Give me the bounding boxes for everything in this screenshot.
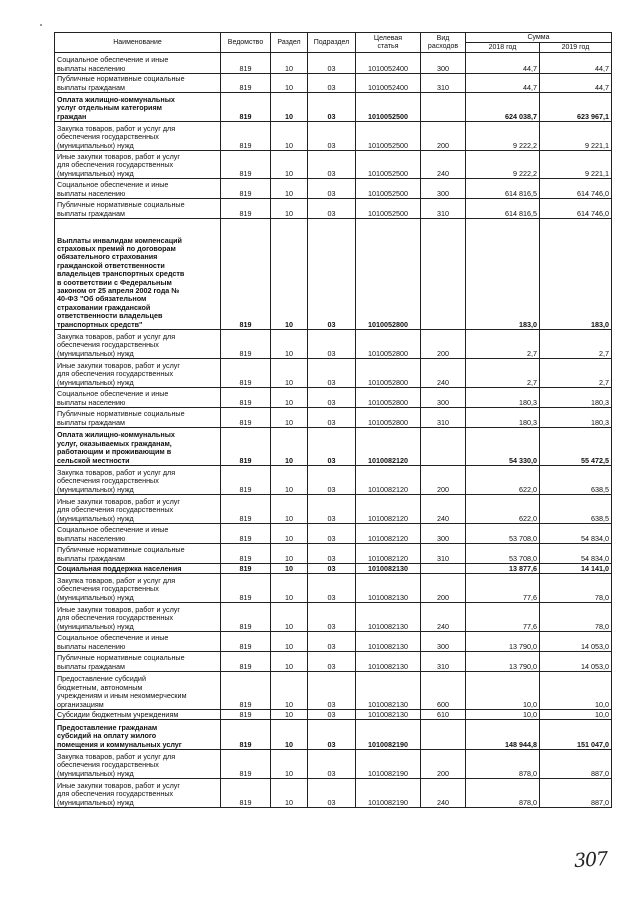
row-department-cell: 819	[221, 408, 271, 428]
row-department-cell: 819	[221, 710, 271, 720]
scan-dust-mark	[40, 24, 42, 26]
table-row	[55, 652, 612, 672]
row-section-cell: 10	[271, 74, 308, 93]
row-department-cell: 819	[221, 388, 271, 408]
row-sum-2018-cell: 2,7	[466, 330, 540, 359]
table-row	[55, 574, 612, 603]
row-sum-2019-cell: 887,0	[540, 779, 612, 808]
row-target-cell: 1010052500	[356, 199, 421, 219]
row-sum-2019-cell: 2,7	[540, 359, 612, 388]
row-name-cell: Публичные нормативные социальные выплаты гражданам	[55, 199, 221, 219]
row-name-cell: Оплата жилищно-коммунальных услуг, оказываемых гражданам, работающим и проживающим в сельской местности	[55, 428, 221, 466]
row-name-cell: Социальное обеспечение и иные выплаты населению	[55, 53, 221, 74]
row-subsection-cell: 03	[308, 603, 356, 632]
row-name-cell: Публичные нормативные социальные выплаты гражданам	[55, 74, 221, 93]
row-expense-type-cell: 310	[421, 652, 466, 672]
row-expense-type-cell: 200	[421, 466, 466, 495]
row-sum-2018-cell: 614 816,5	[466, 199, 540, 219]
row-subsection-cell: 03	[308, 388, 356, 408]
row-expense-type-cell: 310	[421, 199, 466, 219]
row-sum-2018-cell: 9 222,2	[466, 151, 540, 179]
row-department-cell: 819	[221, 359, 271, 388]
row-section-cell: 10	[271, 122, 308, 151]
row-expense-type-cell	[421, 428, 466, 466]
row-name-cell: Иные закупки товаров, работ и услуг для обеспечения государственных (муниципальных) нужд	[55, 495, 221, 524]
row-department-cell: 819	[221, 564, 271, 574]
row-target-cell: 1010082120	[356, 524, 421, 544]
table-row	[55, 388, 612, 408]
table-row	[55, 720, 612, 750]
row-sum-2019-cell: 14 141,0	[540, 564, 612, 574]
row-subsection-cell: 03	[308, 199, 356, 219]
row-department-cell: 819	[221, 74, 271, 93]
col-header-section: Раздел	[271, 33, 308, 53]
table-row	[55, 359, 612, 388]
row-department-cell: 819	[221, 466, 271, 495]
row-sum-2019-cell: 10,0	[540, 672, 612, 710]
row-sum-2019-cell: 638,5	[540, 466, 612, 495]
row-department-cell: 819	[221, 122, 271, 151]
col-header-sum: Сумма	[466, 33, 612, 43]
row-subsection-cell: 03	[308, 720, 356, 750]
row-sum-2018-cell: 622,0	[466, 495, 540, 524]
table-row	[55, 199, 612, 219]
row-sum-2019-cell: 14 053,0	[540, 652, 612, 672]
row-section-cell: 10	[271, 750, 308, 779]
row-name-cell: Иные закупки товаров, работ и услуг для обеспечения государственных (муниципальных) нужд	[55, 603, 221, 632]
row-subsection-cell: 03	[308, 652, 356, 672]
table-row	[55, 74, 612, 93]
row-sum-2018-cell: 53 708,0	[466, 544, 540, 564]
row-sum-2019-cell: 9 221,1	[540, 151, 612, 179]
row-expense-type-cell	[421, 93, 466, 122]
col-header-name: Наименование	[55, 33, 221, 53]
row-name-cell: Иные закупки товаров, работ и услуг для обеспечения государственных (муниципальных) нужд	[55, 359, 221, 388]
row-department-cell: 819	[221, 779, 271, 808]
row-target-cell: 1010082120	[356, 495, 421, 524]
row-sum-2019-cell: 10,0	[540, 710, 612, 720]
table-row	[55, 524, 612, 544]
row-sum-2018-cell: 614 816,5	[466, 179, 540, 199]
row-sum-2018-cell: 148 944,8	[466, 720, 540, 750]
row-expense-type-cell: 600	[421, 672, 466, 710]
row-expense-type-cell: 300	[421, 388, 466, 408]
row-section-cell: 10	[271, 779, 308, 808]
row-target-cell: 1010082120	[356, 544, 421, 564]
table-row	[55, 779, 612, 808]
row-target-cell: 1010082190	[356, 750, 421, 779]
table-row	[55, 93, 612, 122]
row-target-cell: 1010082130	[356, 632, 421, 652]
row-sum-2018-cell: 180,3	[466, 408, 540, 428]
table-row	[55, 151, 612, 179]
row-name-cell: Оплата жилищно-коммунальных услуг отдельным категориям граждан	[55, 93, 221, 122]
budget-table	[54, 32, 612, 808]
table-row	[55, 632, 612, 652]
row-subsection-cell: 03	[308, 632, 356, 652]
row-section-cell: 10	[271, 544, 308, 564]
row-sum-2019-cell: 180,3	[540, 408, 612, 428]
row-name-cell: Социальная поддержка населения	[55, 564, 221, 574]
row-subsection-cell: 03	[308, 151, 356, 179]
row-target-cell: 1010082120	[356, 428, 421, 466]
row-target-cell: 1010082130	[356, 652, 421, 672]
row-department-cell: 819	[221, 428, 271, 466]
row-section-cell: 10	[271, 564, 308, 574]
row-target-cell: 1010052500	[356, 93, 421, 122]
row-department-cell: 819	[221, 574, 271, 603]
row-expense-type-cell: 200	[421, 750, 466, 779]
row-sum-2019-cell: 887,0	[540, 750, 612, 779]
row-expense-type-cell: 310	[421, 74, 466, 93]
row-subsection-cell: 03	[308, 219, 356, 330]
table-row	[55, 330, 612, 359]
handwritten-page-number: 307	[573, 847, 608, 873]
row-department-cell: 819	[221, 652, 271, 672]
row-section-cell: 10	[271, 603, 308, 632]
row-sum-2018-cell: 180,3	[466, 388, 540, 408]
row-subsection-cell: 03	[308, 408, 356, 428]
row-sum-2018-cell: 10,0	[466, 672, 540, 710]
row-sum-2019-cell: 54 834,0	[540, 544, 612, 564]
row-section-cell: 10	[271, 219, 308, 330]
row-sum-2018-cell: 878,0	[466, 779, 540, 808]
row-subsection-cell: 03	[308, 495, 356, 524]
row-expense-type-cell	[421, 219, 466, 330]
table-body	[55, 53, 612, 808]
row-subsection-cell: 03	[308, 330, 356, 359]
table-row	[55, 408, 612, 428]
col-header-department: Ведомство	[221, 33, 271, 53]
row-section-cell: 10	[271, 330, 308, 359]
row-name-cell: Социальное обеспечение и иные выплаты населению	[55, 524, 221, 544]
row-name-cell: Закупка товаров, работ и услуг для обеспечения государственных (муниципальных) нужд	[55, 330, 221, 359]
row-sum-2018-cell: 77,6	[466, 574, 540, 603]
row-target-cell: 1010082120	[356, 466, 421, 495]
row-name-cell: Публичные нормативные социальные выплаты гражданам	[55, 544, 221, 564]
row-expense-type-cell: 200	[421, 574, 466, 603]
row-sum-2018-cell: 77,6	[466, 603, 540, 632]
row-sum-2019-cell: 151 047,0	[540, 720, 612, 750]
row-sum-2019-cell: 44,7	[540, 53, 612, 74]
row-section-cell: 10	[271, 151, 308, 179]
row-subsection-cell: 03	[308, 93, 356, 122]
row-sum-2019-cell: 44,7	[540, 74, 612, 93]
row-name-cell: Закупка товаров, работ и услуг для обеспечения государственных (муниципальных) нужд	[55, 122, 221, 151]
row-subsection-cell: 03	[308, 710, 356, 720]
row-subsection-cell: 03	[308, 53, 356, 74]
row-expense-type-cell: 300	[421, 179, 466, 199]
row-target-cell: 1010082130	[356, 603, 421, 632]
row-name-cell: Публичные нормативные социальные выплаты гражданам	[55, 408, 221, 428]
row-name-cell: Социальное обеспечение и иные выплаты населению	[55, 179, 221, 199]
row-name-cell: Предоставление субсидий бюджетным, автономным учреждениям и иным некоммерческим организациям	[55, 672, 221, 710]
table-row	[55, 495, 612, 524]
row-sum-2018-cell: 878,0	[466, 750, 540, 779]
row-sum-2018-cell: 13 877,6	[466, 564, 540, 574]
row-name-cell: Иные закупки товаров, работ и услуг для обеспечения государственных (муниципальных) нужд	[55, 151, 221, 179]
row-section-cell: 10	[271, 428, 308, 466]
row-name-cell: Социальное обеспечение и иные выплаты населению	[55, 388, 221, 408]
row-department-cell: 819	[221, 544, 271, 564]
row-department-cell: 819	[221, 93, 271, 122]
row-subsection-cell: 03	[308, 122, 356, 151]
col-header-year-2019: 2019 год	[540, 43, 612, 53]
table-row	[55, 564, 612, 574]
row-section-cell: 10	[271, 359, 308, 388]
row-target-cell: 1010082130	[356, 710, 421, 720]
row-subsection-cell: 03	[308, 179, 356, 199]
row-subsection-cell: 03	[308, 574, 356, 603]
row-name-cell: Закупка товаров, работ и услуг для обеспечения государственных (муниципальных) нужд	[55, 574, 221, 603]
row-subsection-cell: 03	[308, 428, 356, 466]
row-section-cell: 10	[271, 720, 308, 750]
row-section-cell: 10	[271, 53, 308, 74]
row-target-cell: 1010052800	[356, 219, 421, 330]
row-target-cell: 1010052400	[356, 53, 421, 74]
row-department-cell: 819	[221, 53, 271, 74]
row-sum-2018-cell: 54 330,0	[466, 428, 540, 466]
row-target-cell: 1010052800	[356, 388, 421, 408]
row-department-cell: 819	[221, 219, 271, 330]
table-row	[55, 219, 612, 330]
row-sum-2018-cell: 53 708,0	[466, 524, 540, 544]
row-sum-2018-cell: 44,7	[466, 74, 540, 93]
row-sum-2018-cell: 13 790,0	[466, 652, 540, 672]
row-name-cell: Выплаты инвалидам компенсаций страховых премий по договорам обязательного страхования гражданской ответственности владельцев транспортных средств в соответствии с Федеральным законом от 25 апреля 2002 года № 40-ФЗ "Об обязательном страховании гражданской ответственности владельцев транспортных средств"	[55, 219, 221, 330]
row-subsection-cell: 03	[308, 524, 356, 544]
row-sum-2019-cell: 78,0	[540, 574, 612, 603]
row-department-cell: 819	[221, 750, 271, 779]
row-section-cell: 10	[271, 179, 308, 199]
row-sum-2019-cell: 623 967,1	[540, 93, 612, 122]
row-sum-2019-cell: 2,7	[540, 330, 612, 359]
row-subsection-cell: 03	[308, 466, 356, 495]
row-department-cell: 819	[221, 330, 271, 359]
table-row	[55, 750, 612, 779]
row-target-cell: 1010052500	[356, 151, 421, 179]
row-expense-type-cell: 300	[421, 53, 466, 74]
row-sum-2018-cell: 10,0	[466, 710, 540, 720]
table-row	[55, 672, 612, 710]
row-name-cell: Социальное обеспечение и иные выплаты населению	[55, 632, 221, 652]
table-row	[55, 53, 612, 74]
row-section-cell: 10	[271, 632, 308, 652]
row-expense-type-cell: 310	[421, 544, 466, 564]
budget-sheet	[54, 32, 611, 808]
row-department-cell: 819	[221, 151, 271, 179]
row-sum-2019-cell: 9 221,1	[540, 122, 612, 151]
row-target-cell: 1010082130	[356, 564, 421, 574]
row-sum-2018-cell: 624 038,7	[466, 93, 540, 122]
row-name-cell: Иные закупки товаров, работ и услуг для обеспечения государственных (муниципальных) нужд	[55, 779, 221, 808]
row-subsection-cell: 03	[308, 750, 356, 779]
row-sum-2018-cell: 44,7	[466, 53, 540, 74]
row-section-cell: 10	[271, 466, 308, 495]
col-header-subsection: Подраздел	[308, 33, 356, 53]
row-expense-type-cell: 240	[421, 779, 466, 808]
col-header-expense-type: Вид расходов	[421, 33, 466, 53]
row-department-cell: 819	[221, 603, 271, 632]
row-section-cell: 10	[271, 408, 308, 428]
row-expense-type-cell: 240	[421, 603, 466, 632]
row-name-cell: Предоставление гражданам субсидий на оплату жилого помещения и коммунальных услуг	[55, 720, 221, 750]
row-target-cell: 1010082130	[356, 672, 421, 710]
row-department-cell: 819	[221, 632, 271, 652]
row-subsection-cell: 03	[308, 564, 356, 574]
row-name-cell: Субсидии бюджетным учреждениям	[55, 710, 221, 720]
row-department-cell: 819	[221, 524, 271, 544]
row-section-cell: 10	[271, 524, 308, 544]
row-expense-type-cell: 300	[421, 524, 466, 544]
row-expense-type-cell: 610	[421, 710, 466, 720]
row-target-cell: 1010052800	[356, 330, 421, 359]
row-expense-type-cell	[421, 564, 466, 574]
row-section-cell: 10	[271, 93, 308, 122]
row-target-cell: 1010052800	[356, 359, 421, 388]
row-target-cell: 1010082130	[356, 574, 421, 603]
row-sum-2019-cell: 183,0	[540, 219, 612, 330]
row-subsection-cell: 03	[308, 779, 356, 808]
row-expense-type-cell: 200	[421, 330, 466, 359]
row-section-cell: 10	[271, 710, 308, 720]
row-sum-2018-cell: 2,7	[466, 359, 540, 388]
table-row	[55, 544, 612, 564]
row-sum-2018-cell: 183,0	[466, 219, 540, 330]
row-subsection-cell: 03	[308, 672, 356, 710]
row-section-cell: 10	[271, 652, 308, 672]
table-row	[55, 466, 612, 495]
row-department-cell: 819	[221, 199, 271, 219]
row-expense-type-cell	[421, 720, 466, 750]
row-target-cell: 1010052500	[356, 122, 421, 151]
row-sum-2018-cell: 13 790,0	[466, 632, 540, 652]
row-target-cell: 1010052500	[356, 179, 421, 199]
row-expense-type-cell: 300	[421, 632, 466, 652]
row-target-cell: 1010052400	[356, 74, 421, 93]
row-expense-type-cell: 240	[421, 495, 466, 524]
table-row	[55, 710, 612, 720]
table-row	[55, 428, 612, 466]
row-expense-type-cell: 310	[421, 408, 466, 428]
row-sum-2018-cell: 9 222,2	[466, 122, 540, 151]
row-sum-2018-cell: 622,0	[466, 466, 540, 495]
row-section-cell: 10	[271, 495, 308, 524]
row-sum-2019-cell: 638,5	[540, 495, 612, 524]
row-section-cell: 10	[271, 672, 308, 710]
row-section-cell: 10	[271, 199, 308, 219]
row-subsection-cell: 03	[308, 544, 356, 564]
row-sum-2019-cell: 614 746,0	[540, 179, 612, 199]
row-name-cell: Закупка товаров, работ и услуг для обеспечения государственных (муниципальных) нужд	[55, 750, 221, 779]
row-sum-2019-cell: 54 834,0	[540, 524, 612, 544]
row-name-cell: Закупка товаров, работ и услуг для обеспечения государственных (муниципальных) нужд	[55, 466, 221, 495]
row-section-cell: 10	[271, 574, 308, 603]
row-sum-2019-cell: 78,0	[540, 603, 612, 632]
row-department-cell: 819	[221, 179, 271, 199]
row-department-cell: 819	[221, 720, 271, 750]
row-subsection-cell: 03	[308, 74, 356, 93]
row-section-cell: 10	[271, 388, 308, 408]
table-row	[55, 179, 612, 199]
row-expense-type-cell: 200	[421, 122, 466, 151]
row-department-cell: 819	[221, 495, 271, 524]
row-expense-type-cell: 240	[421, 151, 466, 179]
row-sum-2019-cell: 614 746,0	[540, 199, 612, 219]
col-header-year-2018: 2018 год	[466, 43, 540, 53]
row-sum-2019-cell: 55 472,5	[540, 428, 612, 466]
table-header	[55, 33, 612, 53]
row-target-cell: 1010082190	[356, 720, 421, 750]
row-target-cell: 1010082190	[356, 779, 421, 808]
row-subsection-cell: 03	[308, 359, 356, 388]
row-sum-2019-cell: 180,3	[540, 388, 612, 408]
table-row	[55, 603, 612, 632]
row-sum-2019-cell: 14 053,0	[540, 632, 612, 652]
row-target-cell: 1010052800	[356, 408, 421, 428]
row-department-cell: 819	[221, 672, 271, 710]
row-name-cell: Публичные нормативные социальные выплаты гражданам	[55, 652, 221, 672]
table-row	[55, 122, 612, 151]
col-header-target: Целевая статья	[356, 33, 421, 53]
row-expense-type-cell: 240	[421, 359, 466, 388]
